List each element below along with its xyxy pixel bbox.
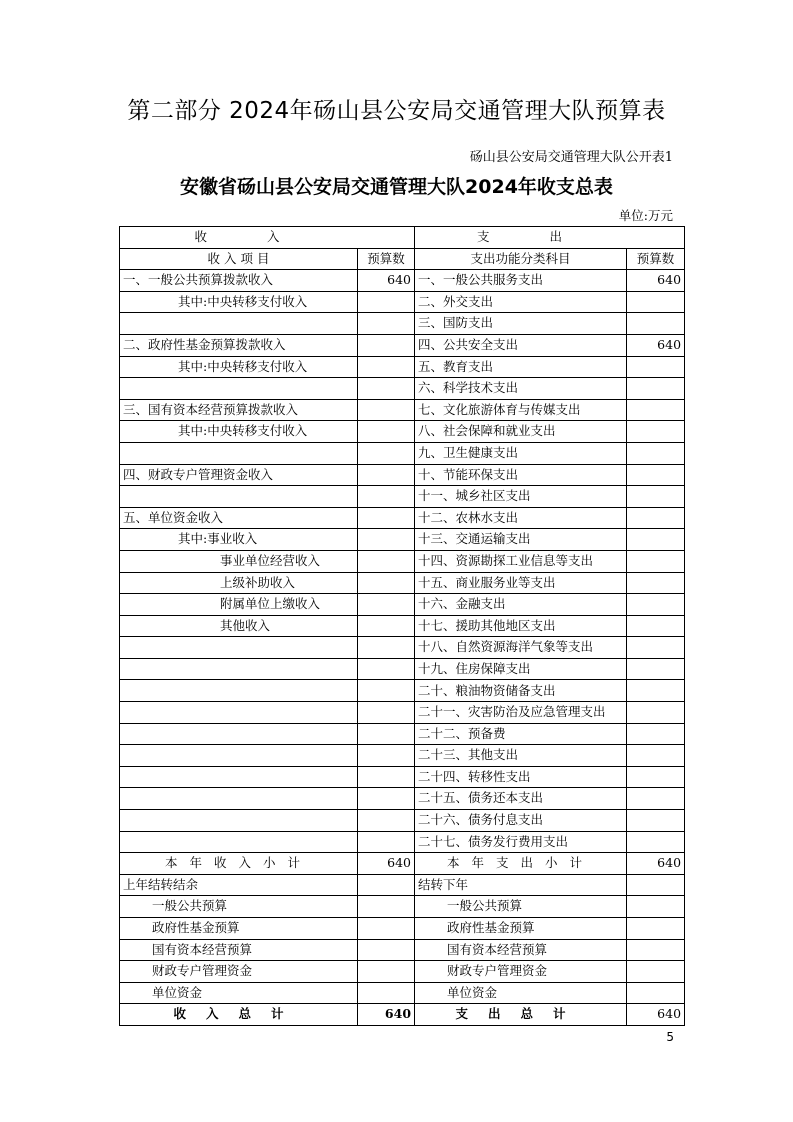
expense-item-cell: 二十五、债务还本支出 <box>415 788 627 810</box>
income-budget-cell <box>358 572 415 594</box>
expense-item-cell: 五、教育支出 <box>415 356 627 378</box>
expense-budget-cell <box>627 788 685 810</box>
table-row <box>120 745 685 767</box>
table-row <box>120 550 685 572</box>
expense-item-cell: 六、科学技术支出 <box>415 378 627 400</box>
income-item-cell: 其中:中央转移支付收入 <box>120 356 358 378</box>
expense-budget-cell <box>627 550 685 572</box>
expense-budget-cell <box>627 745 685 767</box>
income-item-header: 收 入 项 目 <box>120 248 358 270</box>
income-budget-cell <box>358 507 415 529</box>
expense-item-cell: 十二、农林水支出 <box>415 507 627 529</box>
table-row <box>120 572 685 594</box>
expense-budget-cell <box>627 766 685 788</box>
expense-item-cell: 十四、资源勘探工业信息等支出 <box>415 550 627 572</box>
income-budget-cell <box>358 896 415 918</box>
carry-row <box>120 939 685 961</box>
expense-item-cell: 本年支出小计 <box>415 853 627 875</box>
expense-item-cell: 支出总计 <box>415 1004 627 1026</box>
income-item-cell: 其中:事业收入 <box>120 529 358 551</box>
income-budget-cell <box>358 442 415 464</box>
income-item-cell: 附属单位上缴收入 <box>120 594 358 616</box>
income-item-cell: 单位资金 <box>120 982 358 1004</box>
income-budget-cell <box>358 788 415 810</box>
income-item-cell: 四、财政专户管理资金收入 <box>120 464 358 486</box>
income-budget-cell <box>358 961 415 983</box>
table-row <box>120 702 685 724</box>
expense-item-cell: 财政专户管理资金 <box>415 961 627 983</box>
expense-item-cell: 一、一般公共服务支出 <box>415 270 627 292</box>
expense-item-cell: 十六、金融支出 <box>415 594 627 616</box>
expense-budget-cell <box>627 442 685 464</box>
expense-budget-cell <box>627 831 685 853</box>
income-item-cell: 国有资本经营预算 <box>120 939 358 961</box>
part-title: 第二部分 2024年砀山县公安局交通管理大队预算表 <box>127 98 666 124</box>
expense-budget-cell <box>627 680 685 702</box>
income-item-cell <box>120 788 358 810</box>
subtotal-row <box>120 853 685 875</box>
expense-item-cell: 二十一、灾害防治及应急管理支出 <box>415 702 627 724</box>
expense-budget-cell <box>627 464 685 486</box>
income-item-cell: 上级补助收入 <box>120 572 358 594</box>
expense-budget-cell <box>627 291 685 313</box>
income-budget-cell <box>358 637 415 659</box>
table-row <box>120 615 685 637</box>
income-item-cell: 其他收入 <box>120 615 358 637</box>
expense-item-cell: 国有资本经营预算 <box>415 939 627 961</box>
income-item-cell: 政府性基金预算 <box>120 918 358 940</box>
income-budget-cell <box>358 399 415 421</box>
income-header: 收入 <box>120 227 415 249</box>
income-budget-cell <box>358 356 415 378</box>
income-item-cell: 上年结转结余 <box>120 874 358 896</box>
expense-budget-cell: 640 <box>627 334 685 356</box>
expense-budget-cell <box>627 874 685 896</box>
table-row <box>120 723 685 745</box>
table-title: 安徽省砀山县公安局交通管理大队2024年收支总表 <box>180 176 613 198</box>
table-row <box>120 270 685 292</box>
income-budget-cell <box>358 702 415 724</box>
income-item-cell: 其中:中央转移支付收入 <box>120 291 358 313</box>
expense-budget-cell <box>627 421 685 443</box>
expense-item-cell: 单位资金 <box>415 982 627 1004</box>
income-item-cell <box>120 313 358 335</box>
carry-row <box>120 982 685 1004</box>
income-budget-cell <box>358 982 415 1004</box>
table-row <box>120 442 685 464</box>
income-budget-cell <box>358 874 415 896</box>
expense-budget-cell <box>627 658 685 680</box>
expense-header: 支出 <box>415 227 685 249</box>
table-row <box>120 378 685 400</box>
expense-item-cell: 二十七、债务发行费用支出 <box>415 831 627 853</box>
expense-item-cell: 二十二、预备费 <box>415 723 627 745</box>
income-item-cell: 二、政府性基金预算拨款收入 <box>120 334 358 356</box>
unit-label: 单位:万元 <box>618 208 673 223</box>
table-row <box>120 421 685 443</box>
table-row <box>120 810 685 832</box>
income-budget-header: 预算数 <box>358 248 415 270</box>
expense-budget-cell <box>627 702 685 724</box>
income-budget-cell <box>358 615 415 637</box>
expense-budget-header: 预算数 <box>627 248 685 270</box>
income-item-cell <box>120 486 358 508</box>
income-item-cell: 财政专户管理资金 <box>120 961 358 983</box>
income-budget-cell <box>358 334 415 356</box>
expense-item-cell: 二十三、其他支出 <box>415 745 627 767</box>
expense-item-cell: 二、外交支出 <box>415 291 627 313</box>
table-row <box>120 831 685 853</box>
income-budget-cell <box>358 766 415 788</box>
expense-budget-cell <box>627 529 685 551</box>
income-budget-cell <box>358 421 415 443</box>
income-item-cell <box>120 658 358 680</box>
budget-summary-table <box>119 226 685 1026</box>
expense-item-header: 支出功能分类科目 <box>415 248 627 270</box>
table-header-row-2 <box>120 248 685 270</box>
expense-item-cell: 七、文化旅游体育与传媒支出 <box>415 399 627 421</box>
expense-item-cell: 十三、交通运输支出 <box>415 529 627 551</box>
expense-budget-cell <box>627 896 685 918</box>
income-budget-cell <box>358 939 415 961</box>
income-item-cell <box>120 680 358 702</box>
expense-budget-cell <box>627 507 685 529</box>
expense-budget-cell <box>627 810 685 832</box>
table-row <box>120 399 685 421</box>
income-budget-cell: 640 <box>358 270 415 292</box>
expense-budget-cell <box>627 723 685 745</box>
income-item-cell: 本年收入小计 <box>120 853 358 875</box>
expense-item-cell: 十九、住房保障支出 <box>415 658 627 680</box>
table-row <box>120 486 685 508</box>
expense-item-cell: 十五、商业服务业等支出 <box>415 572 627 594</box>
income-item-cell <box>120 810 358 832</box>
carry-row <box>120 961 685 983</box>
income-budget-cell <box>358 680 415 702</box>
table-header-row-1 <box>120 227 685 249</box>
table-row <box>120 334 685 356</box>
expense-budget-cell <box>627 378 685 400</box>
expense-budget-cell <box>627 486 685 508</box>
income-budget-cell <box>358 291 415 313</box>
income-item-cell <box>120 442 358 464</box>
table-row <box>120 658 685 680</box>
income-budget-cell: 640 <box>358 1004 415 1026</box>
expense-budget-cell <box>627 918 685 940</box>
income-budget-cell <box>358 745 415 767</box>
total-row <box>120 1004 685 1026</box>
income-item-cell: 一、一般公共预算拨款收入 <box>120 270 358 292</box>
expense-budget-cell <box>627 399 685 421</box>
expense-budget-cell <box>627 615 685 637</box>
income-item-cell: 其中:中央转移支付收入 <box>120 421 358 443</box>
expense-budget-cell <box>627 637 685 659</box>
income-budget-cell <box>358 378 415 400</box>
income-item-cell <box>120 723 358 745</box>
expense-item-cell: 一般公共预算 <box>415 896 627 918</box>
table-row <box>120 529 685 551</box>
income-budget-cell <box>358 658 415 680</box>
expense-item-cell: 二十四、转移性支出 <box>415 766 627 788</box>
income-item-cell: 事业单位经营收入 <box>120 550 358 572</box>
expense-budget-cell: 640 <box>627 853 685 875</box>
table-row <box>120 291 685 313</box>
expense-budget-cell <box>627 982 685 1004</box>
expense-item-cell: 二十六、债务付息支出 <box>415 810 627 832</box>
income-item-cell: 一般公共预算 <box>120 896 358 918</box>
income-item-cell <box>120 745 358 767</box>
carry-row <box>120 896 685 918</box>
expense-budget-cell <box>627 594 685 616</box>
income-item-cell: 三、国有资本经营预算拨款收入 <box>120 399 358 421</box>
expense-budget-cell: 640 <box>627 1004 685 1026</box>
income-budget-cell <box>358 723 415 745</box>
carry-row <box>120 874 685 896</box>
expense-item-cell: 结转下年 <box>415 874 627 896</box>
income-budget-cell <box>358 529 415 551</box>
expense-item-cell: 政府性基金预算 <box>415 918 627 940</box>
carry-row <box>120 918 685 940</box>
table-code: 砀山县公安局交通管理大队公开表1 <box>469 150 673 165</box>
table-row <box>120 680 685 702</box>
table-row <box>120 313 685 335</box>
expense-item-cell: 十八、自然资源海洋气象等支出 <box>415 637 627 659</box>
income-budget-cell <box>358 550 415 572</box>
expense-item-cell: 九、卫生健康支出 <box>415 442 627 464</box>
expense-item-cell: 八、社会保障和就业支出 <box>415 421 627 443</box>
income-budget-cell <box>358 918 415 940</box>
expense-item-cell: 三、国防支出 <box>415 313 627 335</box>
page-number: 5 <box>666 1030 674 1044</box>
income-item-cell <box>120 378 358 400</box>
table-row <box>120 766 685 788</box>
expense-item-cell: 四、公共安全支出 <box>415 334 627 356</box>
table-row <box>120 464 685 486</box>
expense-budget-cell: 640 <box>627 270 685 292</box>
income-budget-cell <box>358 810 415 832</box>
income-budget-cell <box>358 831 415 853</box>
table-row <box>120 356 685 378</box>
expense-budget-cell <box>627 356 685 378</box>
table-row <box>120 594 685 616</box>
income-item-cell <box>120 766 358 788</box>
income-budget-cell <box>358 486 415 508</box>
income-budget-cell <box>358 464 415 486</box>
expense-item-cell: 十、节能环保支出 <box>415 464 627 486</box>
expense-budget-cell <box>627 961 685 983</box>
expense-item-cell: 十七、援助其他地区支出 <box>415 615 627 637</box>
income-item-cell: 收入总计 <box>120 1004 358 1026</box>
income-budget-cell: 640 <box>358 853 415 875</box>
income-budget-cell <box>358 594 415 616</box>
expense-budget-cell <box>627 313 685 335</box>
table-row <box>120 788 685 810</box>
table-row <box>120 507 685 529</box>
income-item-cell <box>120 831 358 853</box>
income-item-cell <box>120 637 358 659</box>
income-item-cell <box>120 702 358 724</box>
income-item-cell: 五、单位资金收入 <box>120 507 358 529</box>
expense-item-cell: 二十、粮油物资储备支出 <box>415 680 627 702</box>
income-budget-cell <box>358 313 415 335</box>
expense-item-cell: 十一、城乡社区支出 <box>415 486 627 508</box>
table-row <box>120 637 685 659</box>
expense-budget-cell <box>627 572 685 594</box>
expense-budget-cell <box>627 939 685 961</box>
